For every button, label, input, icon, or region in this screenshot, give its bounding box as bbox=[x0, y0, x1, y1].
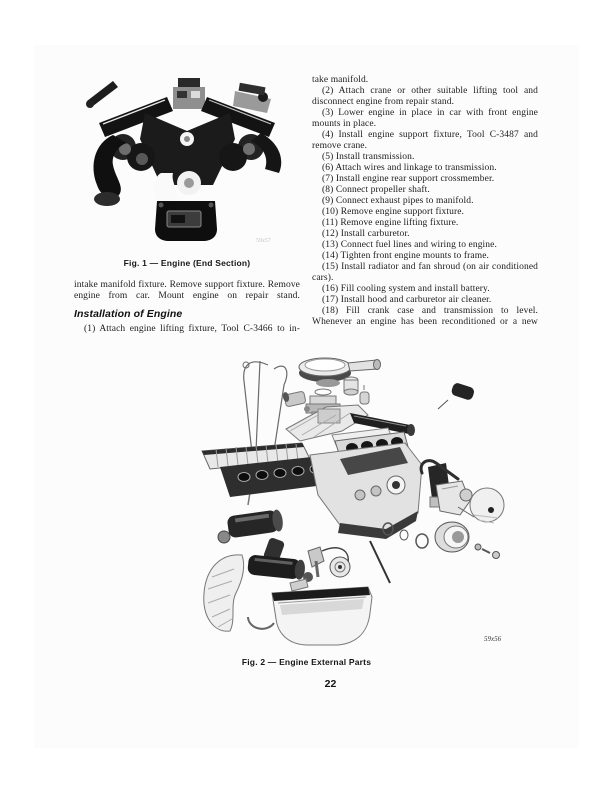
procedure-step: (5) Install transmission. bbox=[322, 152, 415, 162]
page-number: 22 bbox=[324, 678, 337, 690]
procedure-step: (11) Remove engine lifting fixture. bbox=[322, 218, 459, 228]
procedure-step: (8) Connect propeller shaft. bbox=[322, 185, 430, 195]
procedure-step: (15) Install radiator and fan shroud (on air conditioned cars). bbox=[312, 262, 538, 283]
procedure-steps bbox=[312, 86, 538, 317]
procedure-step: (6) Attach wires and linkage to transmission. bbox=[322, 163, 497, 173]
procedure-step: (16) Fill cooling system and install battery. bbox=[322, 284, 490, 294]
procedure-step: (9) Connect exhaust pipes to manifold. bbox=[322, 196, 474, 206]
procedure-step: (2) Attach crane or other suitable lifting tool and disconnect engine from repair stand. bbox=[312, 86, 538, 107]
procedure-step: (18) Fill crank case and transmission to level. bbox=[322, 306, 538, 316]
right-column-continuation: take manifold. bbox=[312, 75, 369, 85]
figure1-engine-end-section-illustration bbox=[85, 73, 290, 245]
figure2-plate-code: 59x56 bbox=[484, 635, 502, 643]
procedure-step: (10) Remove engine support fixture. bbox=[322, 207, 465, 217]
procedure-step: (12) Install carburetor. bbox=[322, 229, 410, 239]
installation-heading: Installation of Engine bbox=[74, 308, 183, 320]
procedure-step: (4) Install engine support fixture, Tool C-3487 and remove crane. bbox=[312, 130, 538, 151]
figure1-caption: Fig. 1 — Engine (End Section) bbox=[123, 258, 251, 268]
scanned-page bbox=[34, 45, 579, 748]
procedure-step-1: (1) Attach engine lifting fixture, Tool C-3466 to in- bbox=[84, 324, 300, 334]
left-column-continuation: intake manifold fixture. Remove support fixture. Remove engine from car. Mount engine on repair stand. bbox=[74, 280, 300, 301]
procedure-step: (14) Tighten front engine mounts to frame. bbox=[322, 251, 489, 261]
left-column bbox=[74, 280, 300, 335]
figure2-caption: Fig. 2 — Engine External Parts bbox=[241, 657, 372, 667]
right-column-closing: Whenever an engine has been reconditioned or a new bbox=[312, 317, 538, 327]
engine-end-section-drawing bbox=[85, 73, 290, 245]
procedure-step: (3) Lower engine in place in car with front engine mounts in place. bbox=[312, 108, 538, 129]
procedure-step: (17) Install hood and carburetor air cleaner. bbox=[322, 295, 492, 305]
procedure-step: (13) Connect fuel lines and wiring to engine. bbox=[322, 240, 497, 250]
engine-exploded-drawing bbox=[190, 355, 510, 650]
right-column bbox=[312, 75, 538, 328]
figure2-engine-external-parts-illustration bbox=[190, 355, 510, 650]
procedure-step: (7) Install engine rear support crossmember. bbox=[322, 174, 495, 184]
figure1-plate-code: 59x57 bbox=[256, 238, 271, 244]
